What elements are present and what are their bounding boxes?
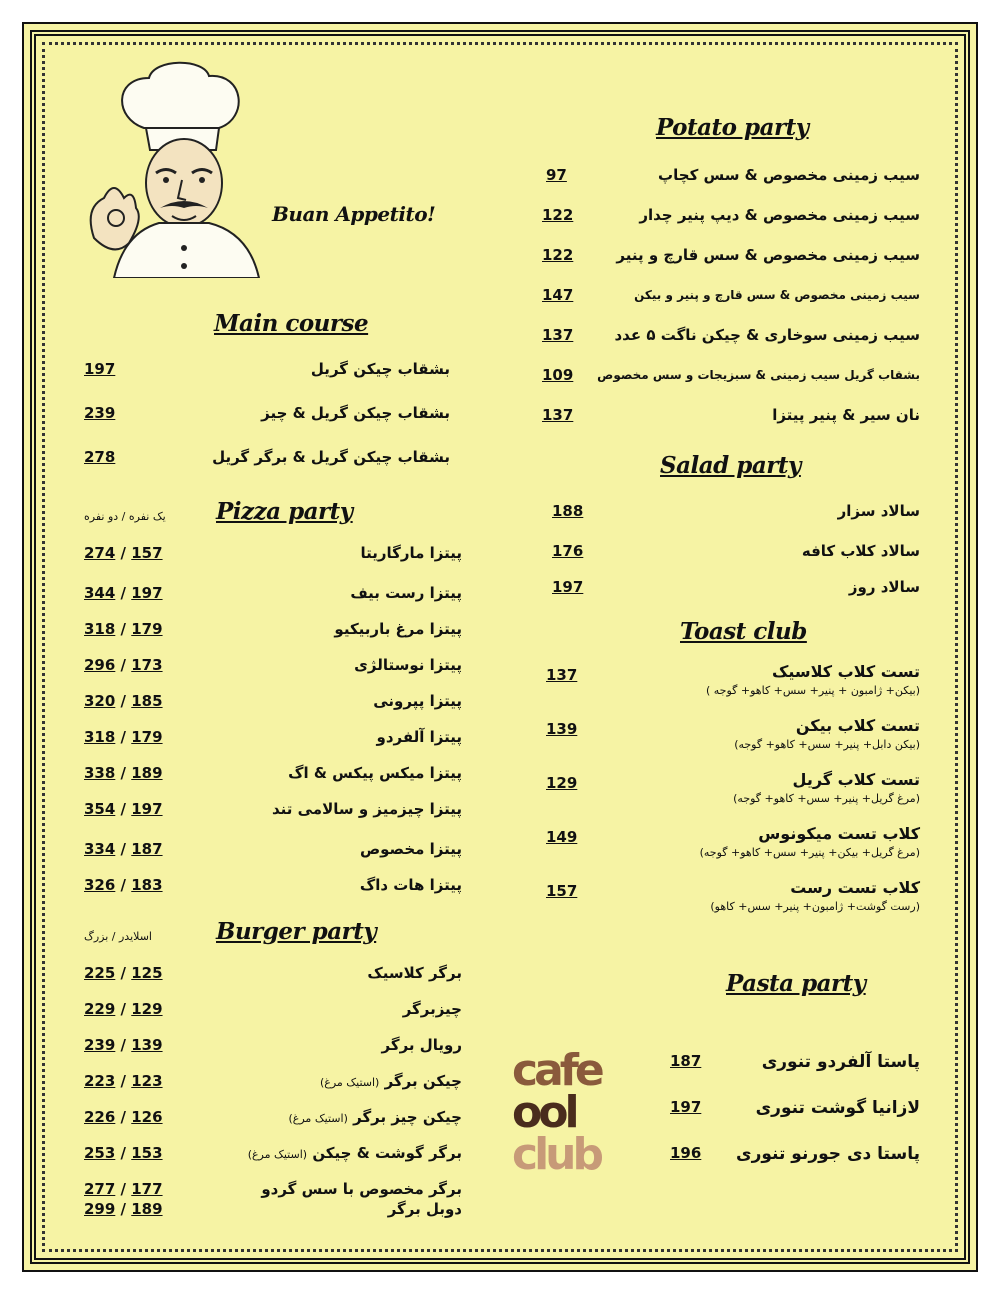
potato-price-value: 109 <box>542 366 574 384</box>
burger-item-price-small: 153 <box>131 1144 163 1162</box>
salad-item-name: سالاد روز <box>848 578 920 596</box>
pizza-item-name: پیتزا آلفردو <box>376 728 462 746</box>
toast-item-price <box>546 882 577 900</box>
toast-price-value: 157 <box>546 882 578 900</box>
pizza-item-price-large: 318 <box>84 620 116 638</box>
salad-price-value: 188 <box>552 502 584 520</box>
burger-item-name <box>403 1000 462 1018</box>
burger-title: Burger party <box>216 918 377 945</box>
burger-item-label: دوبل برگر <box>387 1200 462 1218</box>
potato-price-value: 137 <box>542 406 574 424</box>
burger-item-name <box>367 964 462 982</box>
toast-price-value: 149 <box>546 828 578 846</box>
burger-item-price-small: 129 <box>131 1000 163 1018</box>
pizza-item-price: 354 / 197 <box>84 800 163 818</box>
main-course-title: Main course <box>214 310 369 337</box>
toast-price-value: 129 <box>546 774 578 792</box>
burger-item-price-large: 226 <box>84 1108 116 1126</box>
burger-item-price-large: 253 <box>84 1144 116 1162</box>
burger-item-label: برگر مخصوص با سس گردو <box>261 1180 462 1198</box>
burger-item-name <box>382 1036 462 1054</box>
pizza-item-price-small: 179 <box>131 620 163 638</box>
pasta-price-value: 196 <box>670 1144 702 1162</box>
pizza-item-price: 326 / 183 <box>84 876 163 894</box>
pasta-item-name: پاستا آلفردو تنوری <box>761 1052 920 1072</box>
burger-item-price: 223 / 123 <box>84 1072 163 1090</box>
burger-item-price-large: 239 <box>84 1036 116 1054</box>
pizza-item-price-small: 157 <box>131 544 163 562</box>
pasta-price-value: 197 <box>670 1098 702 1116</box>
pizza-item-name: پیتزا مخصوص <box>359 840 462 858</box>
pizza-item-price-large: 338 <box>84 764 116 782</box>
burger-item-label: رویال برگر <box>381 1036 462 1054</box>
toast-item-desc: (بیکن دابل+ پنیر+ سس+ کاهو+ گوجه) <box>734 738 920 751</box>
pizza-item-price-small: 183 <box>131 876 163 894</box>
burger-item-price-large: 225 <box>84 964 116 982</box>
burger-item-price-small: 126 <box>131 1108 163 1126</box>
pizza-item-price-small: 189 <box>131 764 163 782</box>
burger-item-label: برگر گوشت & چیکن <box>312 1144 462 1162</box>
main-course-item-name: بشقاب چیکن گریل & چیز <box>261 404 450 422</box>
toast-item-price <box>546 666 577 684</box>
toast-item-desc: (رست گوشت+ ژامبون+ پنیر+ سس+ کاهو) <box>710 900 920 913</box>
pizza-title: Pizza party <box>216 498 353 525</box>
pizza-item-price-large: 274 <box>84 544 116 562</box>
pasta-item-price <box>670 1052 701 1070</box>
pizza-item-price-large: 326 <box>84 876 116 894</box>
toast-item-desc: (مرغ گریل+ پنیر+ سس+ کاهو+ گوجه) <box>733 792 920 805</box>
burger-item-price-small: 189 <box>131 1200 163 1218</box>
potato-item-name: بشقاب گریل سیب زمینی & سبزیجات و سس مخصوص <box>597 368 920 382</box>
pizza-item-price: 296 / 173 <box>84 656 163 674</box>
burger-item-price: 226 / 126 <box>84 1108 163 1126</box>
burger-item-name <box>388 1200 462 1218</box>
logo-line-3: club <box>512 1129 600 1180</box>
main-course-item-price <box>84 448 115 466</box>
pizza-item-price-small: 173 <box>131 656 163 674</box>
pizza-item-name: پیتزا هات داگ <box>359 876 462 894</box>
pizza-item-price-large: 320 <box>84 692 116 710</box>
pizza-item-name: پیتزا رست بیف <box>350 584 462 602</box>
burger-item-price-large: 223 <box>84 1072 116 1090</box>
pasta-title: Pasta party <box>726 970 866 997</box>
toast-item-price <box>546 828 577 846</box>
pasta-item-price <box>670 1144 701 1162</box>
pizza-item-name: پیتزا نوستالژی <box>354 656 462 674</box>
main-course-item-name: بشقاب چیکن گریل <box>310 360 450 378</box>
burger-item-price-small: 123 <box>131 1072 163 1090</box>
toast-item-name: تست کلاب گریل <box>792 770 920 789</box>
toast-price-value: 139 <box>546 720 578 738</box>
pizza-item-price: 338 / 189 <box>84 764 163 782</box>
pizza-item-price-small: 187 <box>131 840 163 858</box>
main-course-item-price <box>84 404 115 422</box>
salad-item-name: سالاد کلاب کافه <box>801 542 920 560</box>
burger-item-label: چیکن برگر <box>384 1072 462 1090</box>
potato-item-name: سیب زمینی مخصوص & دیپ پنیر چدار <box>639 206 920 224</box>
pizza-item-name: پیتزا چیزمیز و سالامی تند <box>271 800 462 818</box>
toast-title: Toast club <box>680 618 807 645</box>
salad-price-value: 197 <box>552 578 584 596</box>
pizza-item-price-large: 344 <box>84 584 116 602</box>
potato-price-value: 137 <box>542 326 574 344</box>
toast-item-name: کلاب تست رست <box>790 878 920 897</box>
potato-price-value: 122 <box>542 246 574 264</box>
potato-item-price <box>542 366 573 384</box>
pizza-item-price: 334 / 187 <box>84 840 163 858</box>
chef-illustration <box>74 58 284 278</box>
logo-line-2: ool <box>512 1087 576 1138</box>
potato-title: Potato party <box>656 114 809 141</box>
burger-item-label: برگر کلاسیک <box>367 964 462 982</box>
toast-item-name: تست کلاب بیکن <box>795 716 920 735</box>
pizza-item-price-small: 185 <box>131 692 163 710</box>
potato-item-price <box>542 406 573 424</box>
main-course-price-value: 239 <box>84 404 116 422</box>
salad-item-price <box>552 502 583 520</box>
salad-item-price <box>552 578 583 596</box>
burger-item-name <box>289 1108 463 1126</box>
burger-item-name <box>261 1180 462 1198</box>
potato-item-name: سیب زمینی سوخاری & چیکن ناگت ۵ عدد <box>614 326 920 344</box>
burger-item-note: (استیک مرغ) <box>319 1076 380 1089</box>
burger-item-price-small: 177 <box>131 1180 163 1198</box>
pizza-item-name: پیتزا مرغ باربیکیو <box>334 620 462 638</box>
burger-item-price: 299 / 189 <box>84 1200 163 1218</box>
salad-item-name: سالاد سزار <box>837 502 920 520</box>
cafe-club-logo <box>512 1045 648 1182</box>
burger-item-price: 239 / 139 <box>84 1036 163 1054</box>
pizza-item-price: 318 / 179 <box>84 620 163 638</box>
pizza-item-price-large: 354 <box>84 800 116 818</box>
burger-item-price-small: 125 <box>131 964 163 982</box>
main-course-price-value: 278 <box>84 448 116 466</box>
pizza-item-price-small: 197 <box>131 584 163 602</box>
logo-line-1: cafe <box>512 1045 601 1096</box>
main-course-item-name: بشقاب چیکن گریل & برگر گریل <box>212 448 450 466</box>
pasta-item-name: لازانیا گوشت تنوری <box>755 1098 920 1118</box>
burger-item-price-large: 277 <box>84 1180 116 1198</box>
pasta-price-value: 187 <box>670 1052 702 1070</box>
toast-item-name: تست کلاب کلاسیک <box>772 662 920 681</box>
potato-price-value: 97 <box>546 166 567 184</box>
salad-title: Salad party <box>660 452 801 479</box>
burger-item-note: (استیک مرغ) <box>288 1112 348 1125</box>
pizza-item-name: پیتزا مارگاریتا <box>360 544 462 562</box>
potato-price-value: 147 <box>542 286 574 304</box>
potato-item-price <box>542 326 573 344</box>
pizza-item-price-large: 318 <box>84 728 116 746</box>
chef-greeting: Buan Appetito! <box>272 202 436 226</box>
burger-item-price-large: 299 <box>84 1200 116 1218</box>
pizza-item-price-small: 197 <box>131 800 163 818</box>
potato-price-value: 122 <box>542 206 574 224</box>
pizza-size-note: یک نفره / دو نفره <box>84 510 166 523</box>
potato-item-price <box>546 166 567 184</box>
toast-item-price <box>546 720 577 738</box>
burger-item-note: (استیک مرغ) <box>247 1148 308 1161</box>
pizza-item-price-large: 296 <box>84 656 116 674</box>
burger-item-name <box>320 1072 462 1090</box>
potato-item-name: سیب زمینی مخصوص & سس کچاپ <box>658 166 920 184</box>
burger-item-name <box>248 1144 462 1162</box>
potato-item-name: سیب زمینی مخصوص & سس قارچ و پنیر <box>616 246 920 264</box>
burger-item-price: 253 / 153 <box>84 1144 163 1162</box>
burger-item-label: چیزبرگر <box>402 1000 462 1018</box>
pizza-item-price: 274 / 157 <box>84 544 163 562</box>
main-course-item-price <box>84 360 115 378</box>
pizza-item-price-large: 334 <box>84 840 116 858</box>
pizza-item-price: 320 / 185 <box>84 692 163 710</box>
burger-item-price-large: 229 <box>84 1000 116 1018</box>
salad-price-value: 176 <box>552 542 584 560</box>
menu-content <box>54 54 950 1244</box>
toast-item-desc: (بیکن+ ژامبون + پنیر+ سس+ کاهو+ گوجه ) <box>705 684 920 697</box>
potato-item-price <box>542 286 573 304</box>
main-course-price-value: 197 <box>84 360 116 378</box>
toast-item-desc: (مرغ گریل+ بیکن+ پنیر+ سس+ کاهو+ گوجه) <box>699 846 920 859</box>
burger-item-price: 225 / 125 <box>84 964 163 982</box>
menu-page <box>22 22 978 1272</box>
burger-size-note: اسلایدر / بزرگ <box>84 930 152 943</box>
toast-item-price <box>546 774 577 792</box>
pizza-item-price-small: 179 <box>131 728 163 746</box>
pizza-item-price: 344 / 197 <box>84 584 163 602</box>
potato-item-price <box>542 246 573 264</box>
burger-item-label: چیکن چیز برگر <box>353 1108 462 1126</box>
burger-item-price-small: 139 <box>131 1036 163 1054</box>
potato-item-name: نان سیر & پنیر پیتزا <box>772 406 920 424</box>
pasta-item-price <box>670 1098 701 1116</box>
toast-price-value: 137 <box>546 666 578 684</box>
potato-item-price <box>542 206 573 224</box>
toast-item-name: کلاب تست میکونوس <box>758 824 920 843</box>
potato-item-name: سیب زمینی مخصوص & سس قارچ و پنیر و بیکن <box>634 288 920 302</box>
pizza-item-price: 318 / 179 <box>84 728 163 746</box>
pizza-item-name: پیتزا میکس پیکس & اگ <box>288 764 462 782</box>
burger-item-price: 277 / 177 <box>84 1180 163 1198</box>
pasta-item-name: پاستا دی جورنو تنوری <box>736 1144 920 1164</box>
pizza-item-name: پیتزا پپرونی <box>373 692 462 710</box>
burger-item-price: 229 / 129 <box>84 1000 163 1018</box>
salad-item-price <box>552 542 583 560</box>
